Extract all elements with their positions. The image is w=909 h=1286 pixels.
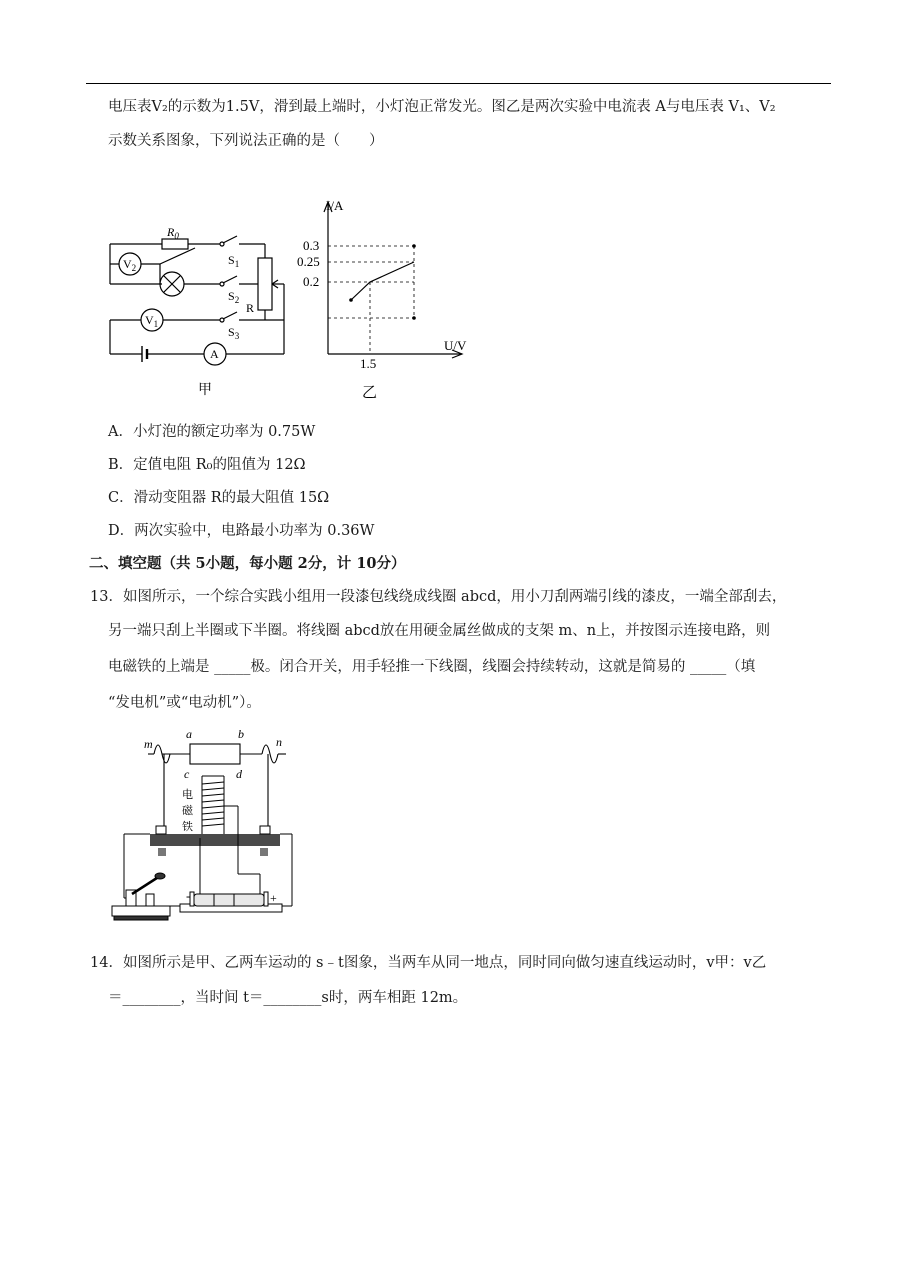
s2-subscript: 2 xyxy=(234,295,240,305)
battery-plus: + xyxy=(270,891,277,905)
point-2 xyxy=(412,244,416,248)
ytick-0-25: 0.25 xyxy=(297,254,320,269)
rheostat-label: R xyxy=(246,301,255,315)
svg-text:S1 xyxy=(228,253,239,269)
ytick-0-2: 0.2 xyxy=(303,274,320,289)
q13-text-line-4: “发电机”或“电动机”）。 xyxy=(108,695,261,711)
s2-label: S xyxy=(228,289,235,303)
s1-subscript: 1 xyxy=(234,259,240,269)
y-axis-label: I/A xyxy=(326,198,344,213)
ammeter-label: A xyxy=(210,347,219,361)
knife-switch xyxy=(112,873,170,920)
q13-text-line-2: 另一端只刮上半圈或下半圈。将线圈 abcd放在用硬金属丝做成的支架 m、n上，并按图示连接电路，则 xyxy=(108,623,771,639)
point-1 xyxy=(349,298,353,302)
q14-text-line-1: 14．如图所示是甲、乙两车运动的 s﹣t图象，当两车从同一地点，同时同向做匀速直线运动时，v甲：v乙 xyxy=(90,955,767,971)
q12-text-line-2: 示数关系图象，下列说法正确的是（ ） xyxy=(108,133,384,149)
magnet-char-2: 磁 xyxy=(182,805,193,817)
label-b: b xyxy=(238,727,244,741)
x-axis-label: U/V xyxy=(444,338,467,353)
svg-text:V1 xyxy=(145,313,158,329)
q14-text-line-2: ＝________，当时间 t＝________s时，两车相距 12m。 xyxy=(108,990,468,1006)
point-3 xyxy=(412,316,416,320)
base-board xyxy=(150,834,280,846)
board-foot-right xyxy=(260,848,268,856)
label-a: a xyxy=(186,727,192,741)
ytick-0-3: 0.3 xyxy=(303,238,320,253)
coil-abcd xyxy=(190,744,240,764)
iu-curve xyxy=(351,262,414,300)
option-b: B．定值电阻 R₀的阻值为 12Ω xyxy=(108,457,306,473)
magnet-char-3: 铁 xyxy=(182,821,193,833)
figure-yi-caption: 乙 xyxy=(362,385,378,401)
label-m: m xyxy=(144,737,153,751)
svg-text:R0 xyxy=(166,225,179,241)
r0-subscript: 0 xyxy=(174,231,179,241)
board-foot-left xyxy=(158,848,166,856)
v2-label: V xyxy=(123,257,132,271)
s3-label: S xyxy=(228,325,235,339)
label-n: n xyxy=(276,735,282,749)
option-a: A．小灯泡的额定功率为 0.75W xyxy=(108,424,316,440)
v1-label: V xyxy=(145,313,154,327)
label-c: c xyxy=(184,767,190,781)
option-d: D．两次实验中，电路最小功率为 0.36W xyxy=(108,523,375,539)
iu-graph-yi xyxy=(296,190,486,402)
section-2-title: 二、填空题（共 5小题，每小题 2分，计 10分） xyxy=(89,555,406,572)
battery-minus: - xyxy=(186,888,191,903)
rheostat xyxy=(258,258,272,310)
svg-text:V2 xyxy=(123,257,136,273)
r0-label: R xyxy=(167,225,175,239)
s1-label: S xyxy=(228,253,235,267)
xtick-1-5: 1.5 xyxy=(360,356,377,371)
terminal-right xyxy=(260,826,270,834)
electromagnet xyxy=(202,776,238,838)
svg-text:S2 xyxy=(228,289,239,305)
option-c: C．滑动变阻器 R的最大阻值 15Ω xyxy=(108,490,330,506)
motor-figure xyxy=(110,726,302,922)
v1-subscript: 1 xyxy=(153,319,159,329)
battery-holder xyxy=(180,892,282,912)
q12-text-line-1: 电压表V₂的示数为1.5V，滑到最上端时，小灯泡正常发光。图乙是两次实验中电流表 A与电压表 V₁、V₂ xyxy=(108,99,776,115)
v2-subscript: 2 xyxy=(131,263,137,273)
svg-text:S3 xyxy=(228,325,240,341)
q13-text-line-1: 13．如图所示，一个综合实践小组用一段漆包线绕成线圈 abcd，用小刀刮两端引线的漆皮，一端全部刮去， xyxy=(90,589,787,605)
s3-subscript: 3 xyxy=(234,331,240,341)
circuit-diagram-jia xyxy=(100,222,300,402)
terminal-left xyxy=(156,826,166,834)
q13-text-line-3: 电磁铁的上端是 _____极。闭合开关，用手轻推一下线圈，线圈会持续转动，这就是简易的 _____（填 xyxy=(108,659,756,675)
magnet-char-1: 电 xyxy=(182,789,193,801)
figure-jia-caption: 甲 xyxy=(198,383,212,398)
label-d: d xyxy=(236,767,242,781)
header-rule xyxy=(86,83,831,84)
